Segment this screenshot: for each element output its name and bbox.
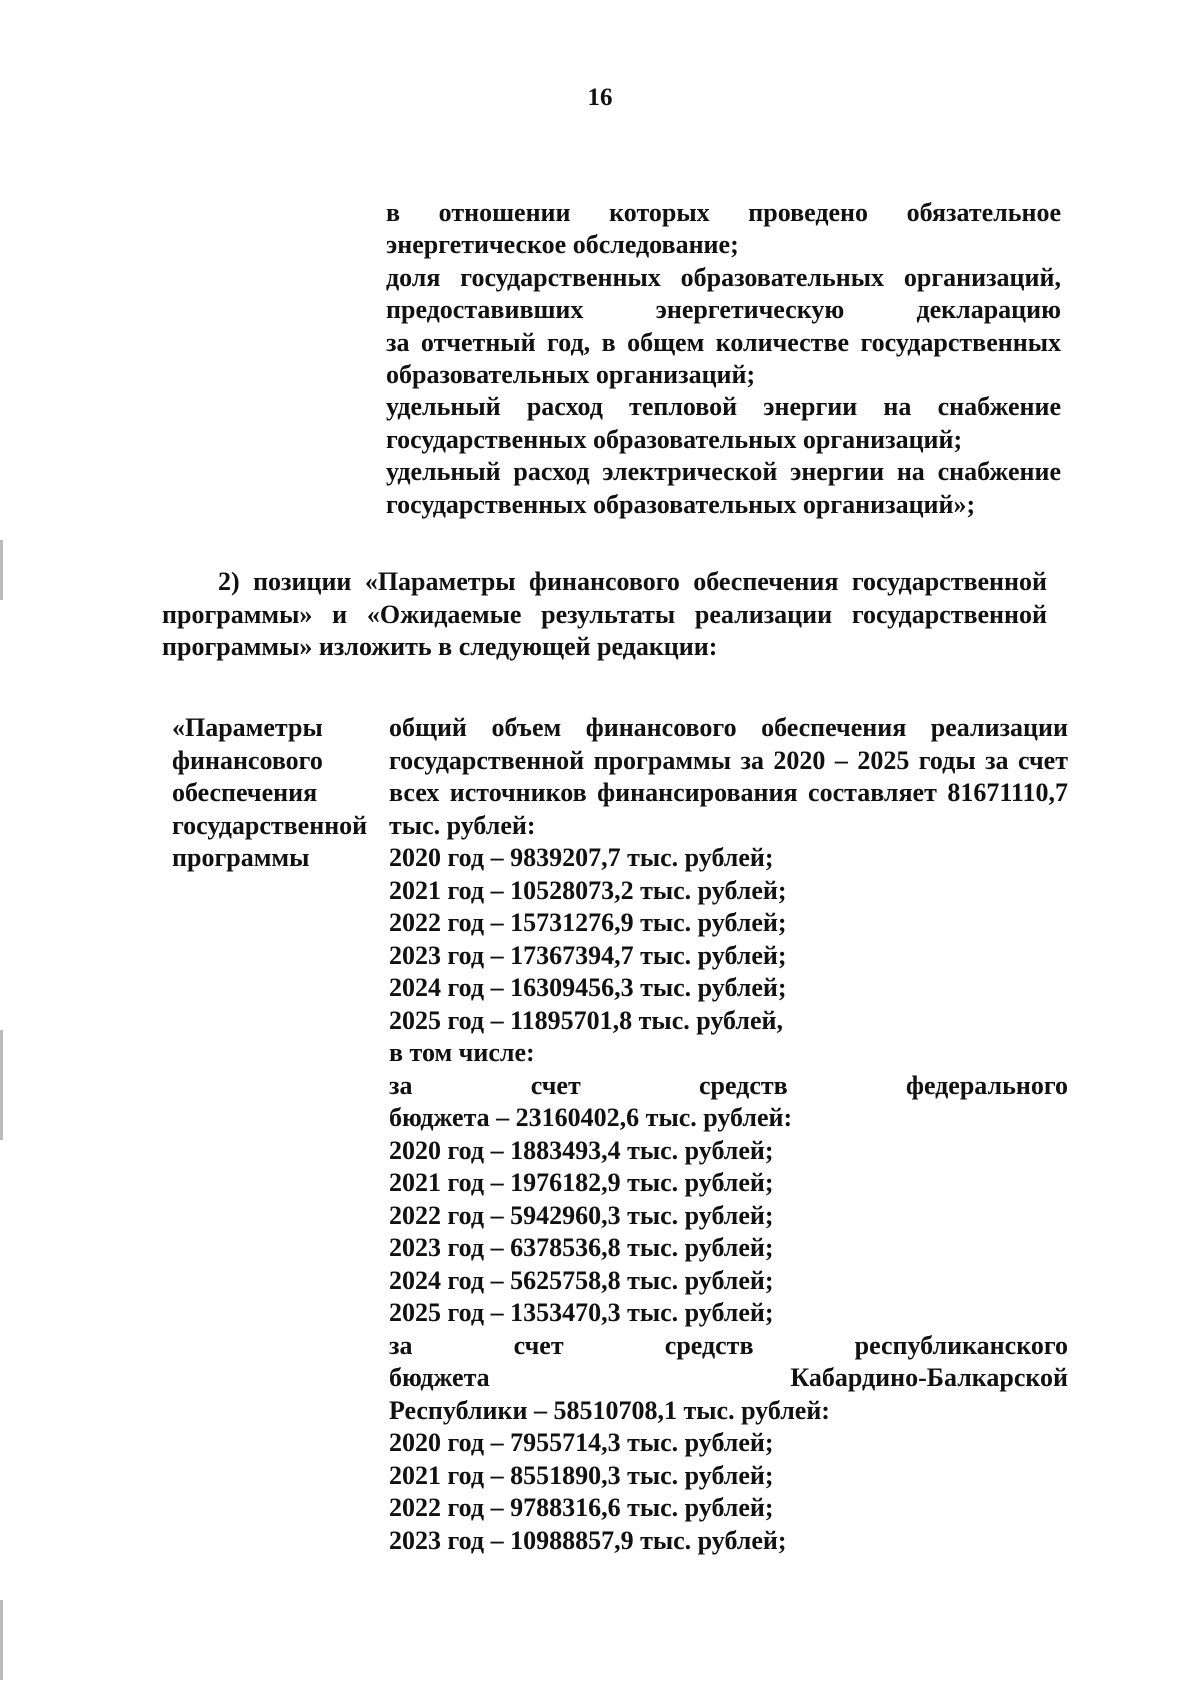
text-line: 2024 год – 16309456,3 тыс. рублей; bbox=[389, 973, 787, 1002]
financing-parameters-body bbox=[389, 712, 1068, 1557]
page-number: 16 bbox=[587, 84, 613, 111]
label-line: финансового bbox=[172, 745, 323, 775]
text-line: 2023 год – 17367394,7 тыс. рублей; bbox=[389, 940, 787, 970]
text-line: доля государственных образовательных организаций, bbox=[386, 262, 1061, 292]
text-line: за счет средств республиканского bbox=[389, 1330, 1068, 1360]
text-line: всех источников финансирования составляет 81671110,7 bbox=[389, 778, 1068, 807]
text-line: 2020 год – 7955714,3 тыс. рублей; bbox=[389, 1428, 774, 1457]
text-line: общий объем финансового обеспечения реализации bbox=[389, 713, 1068, 742]
text-line: тыс. рублей: bbox=[389, 810, 536, 840]
text-line: бюджета Кабардино-Балкарской bbox=[389, 1363, 1068, 1392]
text-line: государственной программы за 2020 – 2025 годы за счет bbox=[389, 745, 1068, 775]
text-line: предоставивших энергетическую декларацию bbox=[386, 295, 1061, 325]
text-line: 2021 год – 1976182,9 тыс. рублей; bbox=[389, 1168, 774, 1197]
text-line: за отчетный год, в общем количестве государственных bbox=[386, 327, 1061, 357]
continued-indicator-list bbox=[386, 197, 1061, 521]
text-line: удельный расход тепловой энергии на снабжение bbox=[386, 392, 1061, 422]
label-line: «Параметры bbox=[172, 713, 323, 742]
amendment-paragraph-2 bbox=[162, 566, 1047, 664]
scan-edge-mark bbox=[0, 1600, 3, 1680]
text-line: 2024 год – 5625758,8 тыс. рублей; bbox=[389, 1265, 774, 1295]
text-line: 2) позиции «Параметры финансового обеспечения государственной bbox=[218, 567, 1047, 596]
text-line: Республики – 58510708,1 тыс. рублей: bbox=[389, 1395, 830, 1425]
text-line: государственных образовательных организаций»; bbox=[386, 489, 976, 519]
text-line: 2025 год – 11895701,8 тыс. рублей, bbox=[389, 1005, 783, 1035]
text-line: программы» изложить в следующей редакции: bbox=[162, 632, 718, 661]
scan-edge-mark bbox=[0, 540, 3, 600]
text-line: в том числе: bbox=[389, 1038, 535, 1067]
label-line: государственной bbox=[172, 810, 368, 840]
text-line: 2020 год – 9839207,7 тыс. рублей; bbox=[389, 843, 774, 872]
text-line: 2020 год – 1883493,4 тыс. рублей; bbox=[389, 1135, 774, 1165]
text-line: 2023 год – 10988857,9 тыс. рублей; bbox=[389, 1525, 787, 1555]
text-line: 2022 год – 15731276,9 тыс. рублей; bbox=[389, 908, 787, 937]
text-line: бюджета – 23160402,6 тыс. рублей: bbox=[389, 1103, 793, 1132]
scan-edge-mark bbox=[0, 1030, 3, 1140]
label-line: обеспечения bbox=[172, 778, 318, 807]
text-line: энергетическое обследование; bbox=[386, 230, 739, 260]
text-line: 2022 год – 5942960,3 тыс. рублей; bbox=[389, 1200, 774, 1230]
text-line: образовательных организаций; bbox=[386, 360, 756, 390]
text-line: программы» и «Ожидаемые результаты реализации государственной bbox=[162, 599, 1047, 629]
text-line: удельный расход электрической энергии на снабжение bbox=[386, 457, 1061, 487]
financing-parameters-label bbox=[172, 712, 382, 875]
label-line: программы bbox=[172, 843, 310, 872]
text-line: 2021 год – 8551890,3 тыс. рублей; bbox=[389, 1460, 774, 1490]
text-line: 2023 год – 6378536,8 тыс. рублей; bbox=[389, 1233, 774, 1262]
text-line: государственных образовательных организаций; bbox=[386, 424, 963, 454]
text-line: 2021 год – 10528073,2 тыс. рублей; bbox=[389, 875, 787, 905]
text-line: 2025 год – 1353470,3 тыс. рублей; bbox=[389, 1298, 774, 1327]
text-line: 2022 год – 9788316,6 тыс. рублей; bbox=[389, 1493, 774, 1522]
text-line: за счет средств федерального bbox=[389, 1070, 1068, 1100]
text-line: в отношении которых проведено обязательное bbox=[386, 198, 1061, 227]
